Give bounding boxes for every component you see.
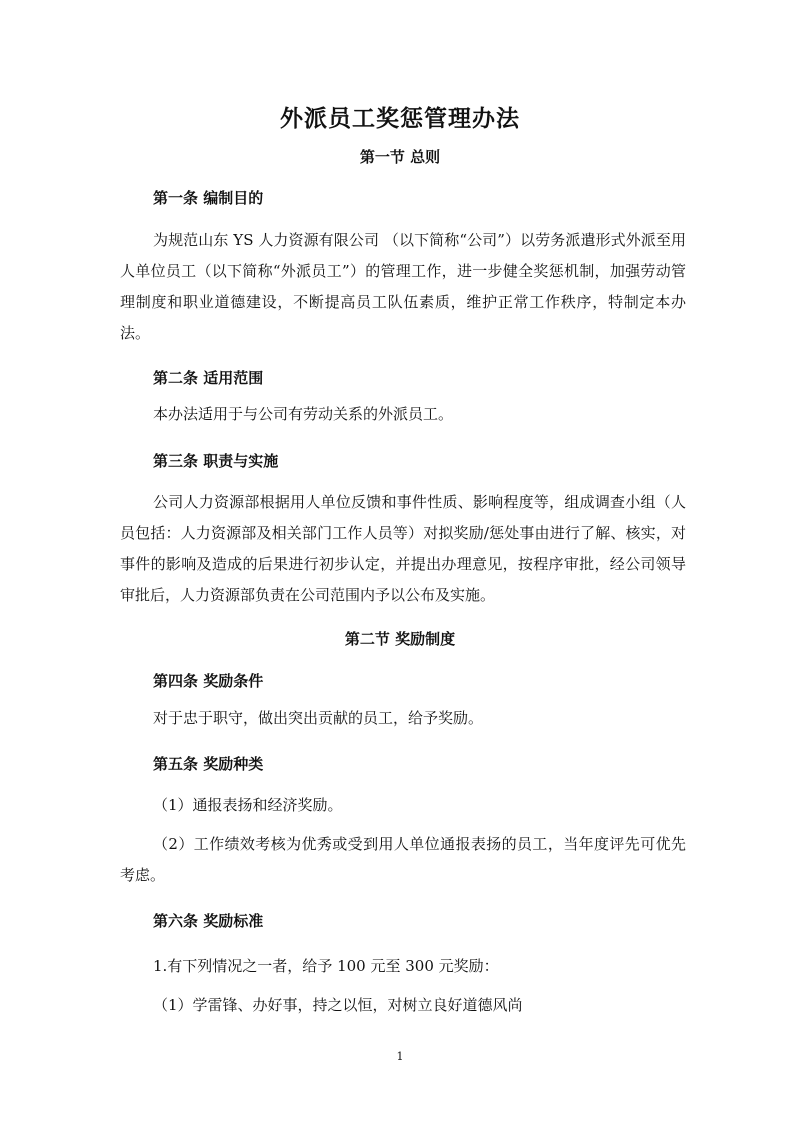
section-title-rewards: 第二节 奖励制度	[344, 630, 456, 648]
article-title-reward-types: 第五条 奖励种类	[153, 755, 264, 773]
article-title-reward-conditions: 第四条 奖励条件	[153, 672, 264, 690]
document-title: 外派员工奖惩管理办法	[280, 105, 520, 132]
reward-type-item-1: （1）通报表扬和经济奖励。	[153, 796, 343, 814]
section-title-general: 第一节 总则	[359, 148, 441, 166]
article-title-responsibility: 第三条 职责与实施	[153, 452, 279, 470]
article-text-purpose: 为规范山东 YS 人力资源有限公司 （以下简称“公司”）以劳务派遣形式外派至用人单位员工（以下简称“外派员工”）的管理工作，进一步健全奖惩机制，加强劳动管理制度和职业道德建设，不断提高员工队伍素质，维护正常工作秩序，特制定本办法。	[120, 231, 686, 342]
article-title-purpose: 第一条 编制目的	[153, 189, 264, 207]
reward-type-item-2: （2）工作绩效考核为优秀或受到用人单位通报表扬的员工，当年度评先可优先考虑。	[120, 835, 686, 884]
article-text-scope: 本办法适用于与公司有劳动关系的外派员工。	[153, 405, 454, 423]
reward-standard-item-1: （1）学雷锋、办好事，持之以恒，对树立良好道德风尚	[153, 996, 523, 1014]
article-text-responsibility: 公司人力资源部根据用人单位反馈和事件性质、影响程度等，组成调查小组（人员包括：人力资源部及相关部门工作人员等）对拟奖励/惩处事由进行了解、核实，对事件的影响及造成的后果进行初步认定，并提出办理意见，按程序审批，经公司领导审批后，人力资源部负责在公司范围内予以公布及实施。	[120, 493, 686, 604]
reward-standard-line-1: 1.有下列情况之一者，给予 100 元至 300 元奖励：	[153, 957, 499, 975]
article-title-scope: 第二条 适用范围	[153, 369, 264, 387]
article-title-reward-standards: 第六条 奖励标准	[153, 912, 264, 930]
page-number: 1	[396, 1050, 404, 1063]
article-text-reward-conditions: 对于忠于职守，做出突出贡献的员工，给予奖励。	[153, 709, 484, 727]
